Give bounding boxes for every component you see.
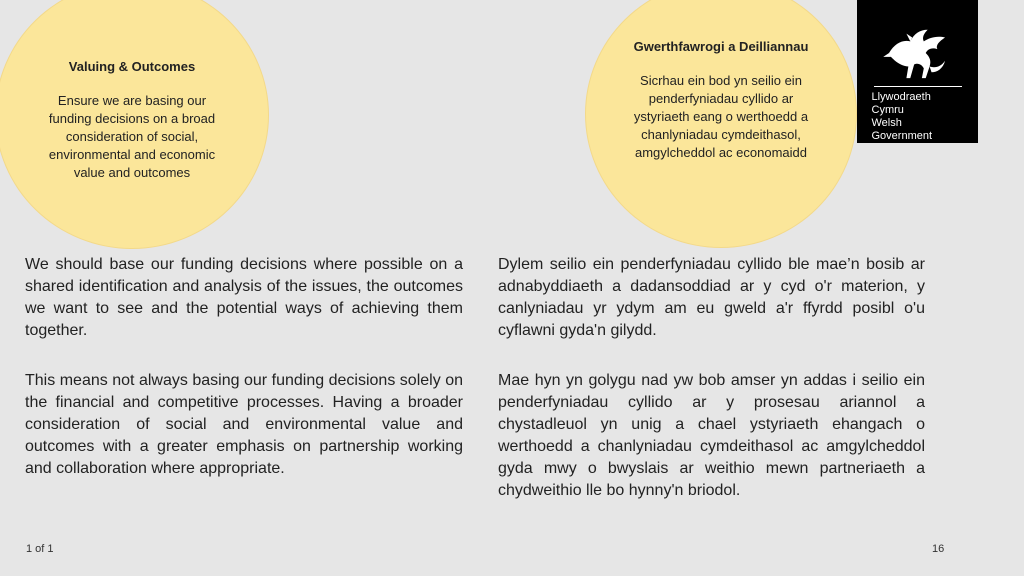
- valuing-outcomes-circle: [0, 0, 269, 249]
- page-of-label: 1 of 1: [26, 543, 54, 555]
- circle-title-cy: Gwerthfawrogi a Deilliannau: [633, 39, 809, 54]
- welsh-government-logo: [857, 0, 978, 143]
- circle-body-en: Ensure we are basing our funding decisions on a broad consideration of social, environmental and economic value and outcomes: [48, 93, 216, 180]
- english-paragraph-1: We should base our funding decisions where possible on a shared identification and analysis of the issues, the outcomes we want to see and the potential ways of achieving them together.: [25, 256, 463, 339]
- english-paragraph-2: This means not always basing our funding decisions solely on the financial and competitive processes. Having a broader consideration of social and environmental value and outcomes with a greater emphasis on partnership working and collaboration where appropriate.: [25, 372, 463, 477]
- circle-body-cy: Sicrhau ein bod yn seilio ein penderfyniadau cyllido ar ystyriaeth eang o werthoedd a chanlyniadau cymdeithasol, amgylcheddol ac economaidd: [633, 73, 809, 160]
- page-number: 16: [932, 543, 945, 555]
- circle-title-en: Valuing & Outcomes: [68, 59, 196, 74]
- welsh-paragraph-2: Mae hyn yn golygu nad yw bob amser yn addas i seilio ein penderfyniadau cyllido ar y prosesau ariannol a chystadleuol yn unig a chael ystyriaeth ehangach o werthoedd a chanlyniadau cymdeithasol ac amgylcheddol gyda mwy o bwyslais ar weithio mewn partneriaeth a chydweithio lle bo hynny'n briodol.: [498, 372, 925, 499]
- logo-line-english: Welsh Government: [871, 117, 933, 142]
- logo-line-welsh: Llywodraeth Cymru: [871, 91, 931, 116]
- welsh-dragon-icon: [880, 24, 956, 80]
- logo-divider: [874, 86, 962, 87]
- gwerthfawrogi-circle: [585, 0, 857, 248]
- welsh-paragraph-1: Dylem seilio ein penderfyniadau cyllido ble mae’n bosib ar adnabyddiaeth a dadansoddiad ar y cyd o'r materion, y canlyniadau yr ydym am eu gweld a'r ffyrdd posibl o'u cyflawni gyda'n gilydd.: [498, 256, 925, 339]
- logo-text: [872, 91, 964, 143]
